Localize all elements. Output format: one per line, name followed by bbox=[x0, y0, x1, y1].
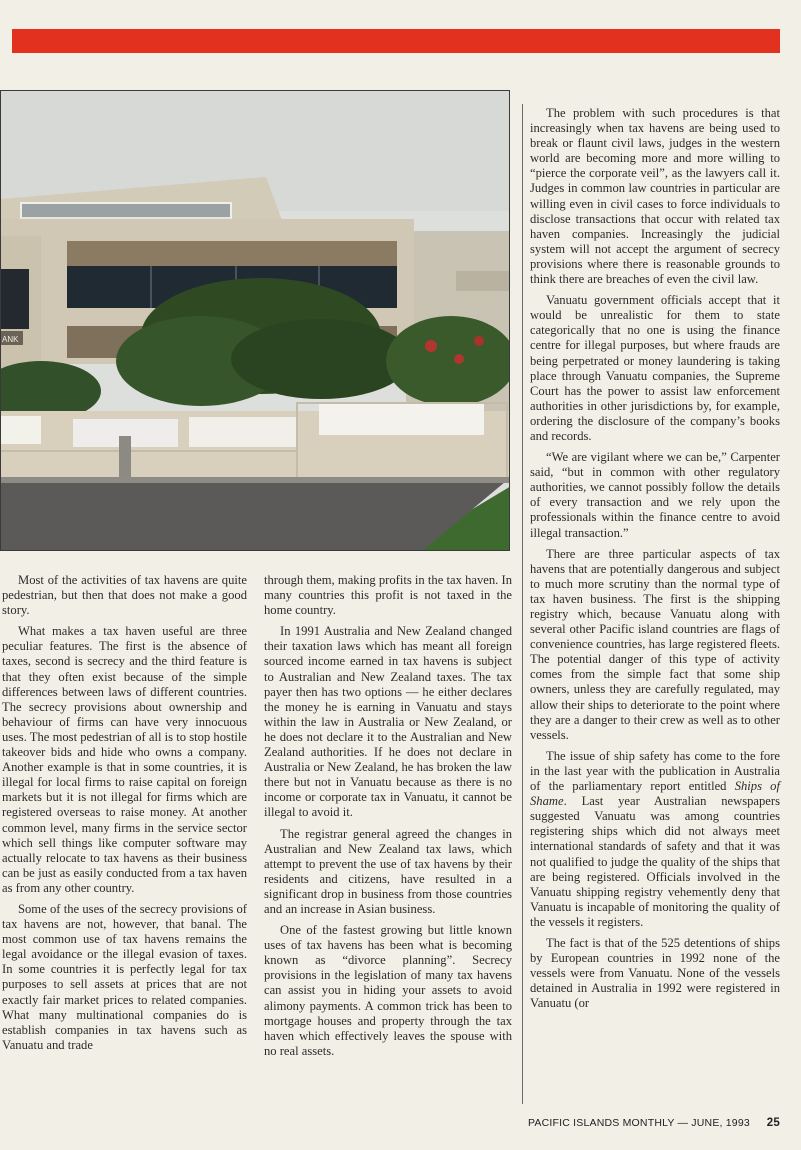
report-title: Ships of Shame bbox=[530, 779, 780, 809]
article-column-1 bbox=[2, 573, 247, 1053]
paragraph: Vanuatu government officials accept that it would be unrealistic for them to state categorically that no one is using the finance centre for illegal purposes, but where frauds are being perpetrated or money laundering is taking place through Vanuatu companies, the Supreme Court has the power to assist law enforcement authorities in other jurisdictions by, for example, ordering the disclosure of the company’s books and records. bbox=[530, 293, 780, 443]
publication-line: PACIFIC ISLANDS MONTHLY — JUNE, 1993 bbox=[528, 1117, 750, 1129]
header-red-bar bbox=[12, 29, 780, 53]
article-photo bbox=[0, 90, 510, 551]
paragraph: The registrar general agreed the changes in Australian and New Zealand tax laws, which attempt to prevent the use of tax havens by their residents and citizens, have resulted in a significant drop in business from those countries and an increase in Asian business. bbox=[264, 826, 512, 916]
paragraph: There are three particular aspects of tax havens that are potentially dangerous and subject to much more scrutiny than the normal type of tax haven business. The first is the shipping registry which, because Vanuatu along with several other Pacific island countries are flags of convenience countries, has large registered fleets. The potential danger of this type of activity comes from the simple fact that some ship owners, unless they are carefully regulated, may allow their ships to deteriorate to the point where they are a danger to their crew as well as to other vessels. bbox=[530, 546, 780, 742]
paragraph: The fact is that of the 525 detentions of ships by European countries in 1992 none of the vessels were from Vanuatu. None of the vessels detained in Australia in 1992 were registered in Vanuatu (or bbox=[530, 935, 780, 1011]
bank-sign-text: ANK bbox=[2, 335, 19, 344]
column-divider bbox=[522, 104, 523, 1104]
paragraph: “We are vigilant where we can be,” Carpenter said, “but in common with other regulatory authorities, we cannot possibly follow the details of every transaction and we rely upon the professionals within the finance centre to avoid illegal transaction.” bbox=[530, 450, 780, 540]
paragraph: What makes a tax haven useful are three peculiar features. The first is the absence of taxes, second is secrecy and the third feature is that they often exist because of the simple differences between laws of different countries. The secrecy provisions about ownership and behaviour of firms can have very innocuous uses. The most pedestrian of all is to stop hostile takeover bids and hide who owns a company. Another example is that in some countries, it is illegal for local firms to raise capital on foreign markets but it is not illegal for firms which are registered overseas to raise money. At another common level, many firms in the service sector which sell things like computer software may actually relocate to tax havens as their business can be just as easily conducted from a tax haven as from any other country. bbox=[2, 624, 247, 895]
paragraph: Most of the activities of tax havens are quite pedestrian, but then that does not make a good story. bbox=[2, 573, 247, 618]
paragraph bbox=[530, 749, 780, 930]
paragraph: through them, making profits in the tax haven. In many countries this profit is not taxed in the home country. bbox=[264, 573, 512, 618]
text-run: . Last year Australian newspapers suggested Vanuatu was among countries registering ships which did not always meet international standards of safety and that it was not qualified to judge the quality of the ships that are being registered. Officials involved in the Vanuatu shipping registry vehemently deny that Vanuatu is incapable of monitoring the quality of the vessels it registers. bbox=[530, 794, 780, 929]
article-column-3 bbox=[530, 106, 780, 1011]
paragraph: The problem with such procedures is that increasingly when tax havens are being used to break or flaunt civil laws, judges in the western world are becoming more and more willing to “pierce the corporate veil”, as the lawyers call it. Judges in common law countries in particular are willing even in civil cases to force individuals to disclose transactions that occur with related tax haven companies. Increasingly the judicial system will not accept the argument of secrecy provisions where there is reasonable grounds to think there are breaches of even the civil law. bbox=[530, 106, 780, 287]
paragraph: In 1991 Australia and New Zealand changed their taxation laws which has meant all foreign sourced income earned in tax havens is subject to Australian and New Zealand taxes. The tax payer then has two options — he either declares the money he is earning in Vanuatu and stays within the law in Australia or New Zealand, or he does not declare it to the Australian and New Zealand authorities. If he does not declare in Australia or New Zealand, he has broken the law there but not in Vanuatu because as there is no income or corporate tax in Vanuatu, it cannot be illegal to avoid it. bbox=[264, 624, 512, 820]
paragraph: Some of the uses of the secrecy provisions of tax havens are not, however, that banal. The most common use of tax havens remains the legal avoidance or the illegal evasion of taxes. In some countries it is perfectly legal for tax purposes to sell assets at prices that are not exactly fair market prices to related companies. What many multinational companies do is establish companies in tax havens such as Vanuatu and trade bbox=[2, 901, 247, 1052]
page-number: 25 bbox=[766, 1117, 780, 1129]
page-footer bbox=[528, 1117, 780, 1129]
text-run: The issue of ship safety has come to the fore in the last year with the publication in Australia of the parliamentary report entitled bbox=[530, 748, 780, 794]
paragraph: One of the fastest growing but little known uses of tax havens has been what is becoming known as “divorce planning”. Secrecy provisions in the legislation of many tax havens can assist you in hiding your assets to avoid alimony payments. A common trick has been to mortgage houses and property through the tax haven which effectively leaves the spouse with no real assets. bbox=[264, 923, 512, 1058]
article-column-2 bbox=[264, 573, 512, 1059]
